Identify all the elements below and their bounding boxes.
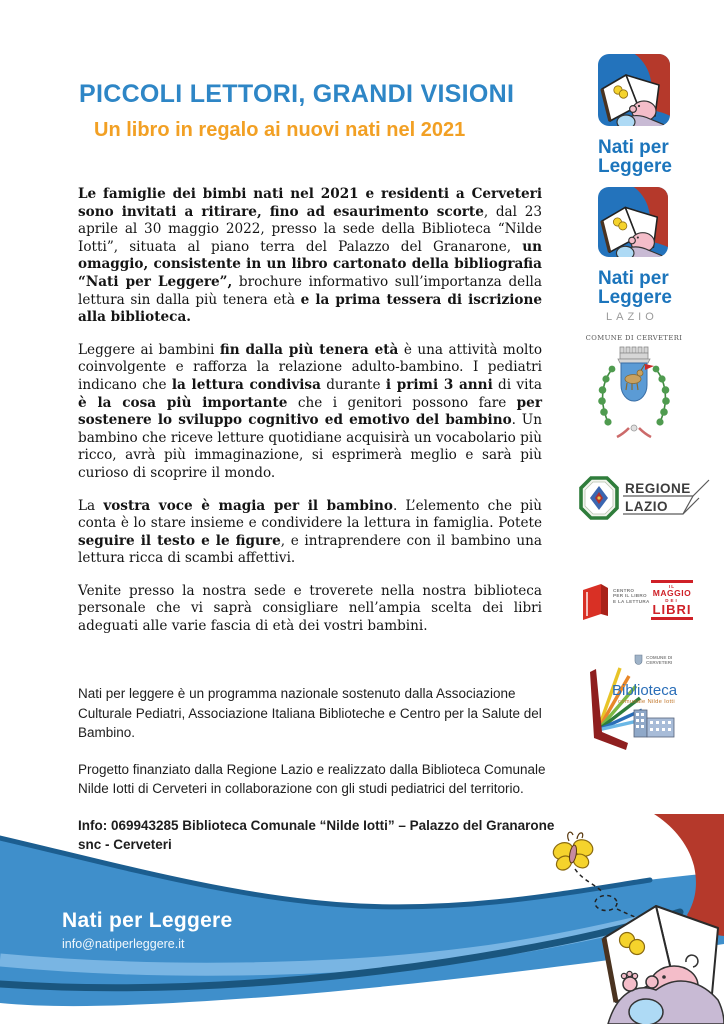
fanned-book-icon bbox=[584, 660, 646, 752]
body-copy bbox=[78, 186, 542, 651]
libri-label: LIBRI bbox=[652, 602, 692, 617]
page-title: PICCOLI LETTORI, GRANDI VISIONI bbox=[79, 80, 515, 108]
cepell-logo bbox=[581, 582, 650, 620]
regione-lazio-logo bbox=[577, 474, 717, 529]
npl-logo bbox=[598, 54, 708, 176]
npl-lazio-logo bbox=[598, 187, 708, 323]
book-reading-icon bbox=[598, 54, 670, 126]
biblioteca-crest: COMUNE DI CERVETERI bbox=[634, 654, 680, 665]
maggio-top-bar bbox=[651, 580, 693, 583]
maggio-dei-libri-logo: IL MAGGIO DEI LIBRI bbox=[651, 579, 693, 621]
npl-logo-label: Nati per Leggere bbox=[598, 137, 672, 177]
body-paragraph: Le famiglie dei bimbi nati nel 2021 e residenti a Cerveteri sono invitati a ritirare, fino ad esaurimento scorte, dal 23 aprile al 30 maggio 2022, presso la sede della Biblioteca “Nilde Iotti”, situata al piano terra del Palazzo del Granarone, un omaggio, consistente in un libro cartonato della bibliografia “Nati per Leggere”, brochure informativo sull’importanza della lettura sin dalla più tenera età e la prima tessera di iscrizione alla biblioteca. bbox=[78, 186, 542, 326]
biblioteca-logo bbox=[584, 650, 718, 762]
contact-info: Info: 069943285 Biblioteca Comunale “Nilde Iotti” – Palazzo del Granarone snc - Cerveteri bbox=[78, 817, 555, 852]
regione-lazio-emblem-icon bbox=[577, 474, 717, 524]
npl-lazio-logo-label: Nati per Leggere bbox=[598, 268, 672, 308]
program-note: Nati per leggere è un programma nazionale sostenuto dalla Associazione Culturale Pediatri, Associazione Italiana Biblioteche e Centro per la Salute del Bambino. bbox=[78, 686, 542, 740]
project-note: Progetto finanziato dalla Regione Lazio e realizzato dalla Biblioteca Comunale Nilde Iotti di Cerveteri in collaborazione con gli studi pediatrici del territorio. bbox=[78, 761, 546, 796]
open-book-icon bbox=[581, 582, 609, 620]
lazio-region-label: LAZIO bbox=[606, 311, 658, 323]
footer-brand: Nati per Leggere bbox=[62, 909, 233, 932]
library-building-icon bbox=[632, 708, 676, 738]
regione-label: REGIONE bbox=[625, 481, 691, 496]
maggio-bottom-bar bbox=[651, 617, 693, 620]
lazio-label: LAZIO bbox=[625, 499, 668, 514]
body-paragraph: La vostra voce è magia per il bambino. L’elemento che più conta è lo stare insieme e condividere la lettura in famiglia. Potete seguire il testo e le figure, e intraprendere con il bambino una lettura ricca di scambi affettivi. bbox=[78, 497, 542, 567]
biblioteca-subtitle: comunale Nilde Iotti bbox=[618, 699, 675, 705]
cepell-label: CENTRO PER IL LIBRO E LA LETTURA bbox=[613, 588, 650, 604]
cerveteri-crest bbox=[579, 334, 689, 451]
body-paragraph: Venite presso la nostra sede e troverete nella nostra biblioteca personale che vi saprà consigliare nell’ampia scelta dei libri adeguati alle varie fascia di età dei vostri bambini. bbox=[78, 582, 542, 635]
body-paragraph: Leggere ai bambini fin dalla più tenera età è una attività molto coinvolgente e rafforza la relazione adulto-bambino. I pediatri indicano che la lettura condivisa durante i primi 3 anni di vita è la cosa più importante che i genitori possono fare per sostenere lo sviluppo cognitivo ed emotivo del bambino. Un bambino che riceve letture quotidiane acquisirà un vocabolario più ricco, avrà più immaginazione, si esprimerà meglio e sarà più curioso di scoprire il mondo. bbox=[78, 341, 543, 481]
biblioteca-title: Biblioteca bbox=[612, 682, 678, 699]
coat-of-arms-icon bbox=[589, 342, 679, 446]
page-subtitle: Un libro in regalo ai nuovi nati nel 2021 bbox=[94, 119, 466, 141]
footer-email: info@natiperleggere.it bbox=[62, 937, 185, 951]
reading-illustration bbox=[600, 814, 724, 1024]
maggio-label: MAGGIO bbox=[652, 588, 692, 598]
book-reading-icon bbox=[598, 187, 668, 257]
crest-caption: COMUNE DI CERVETERI bbox=[585, 334, 683, 342]
